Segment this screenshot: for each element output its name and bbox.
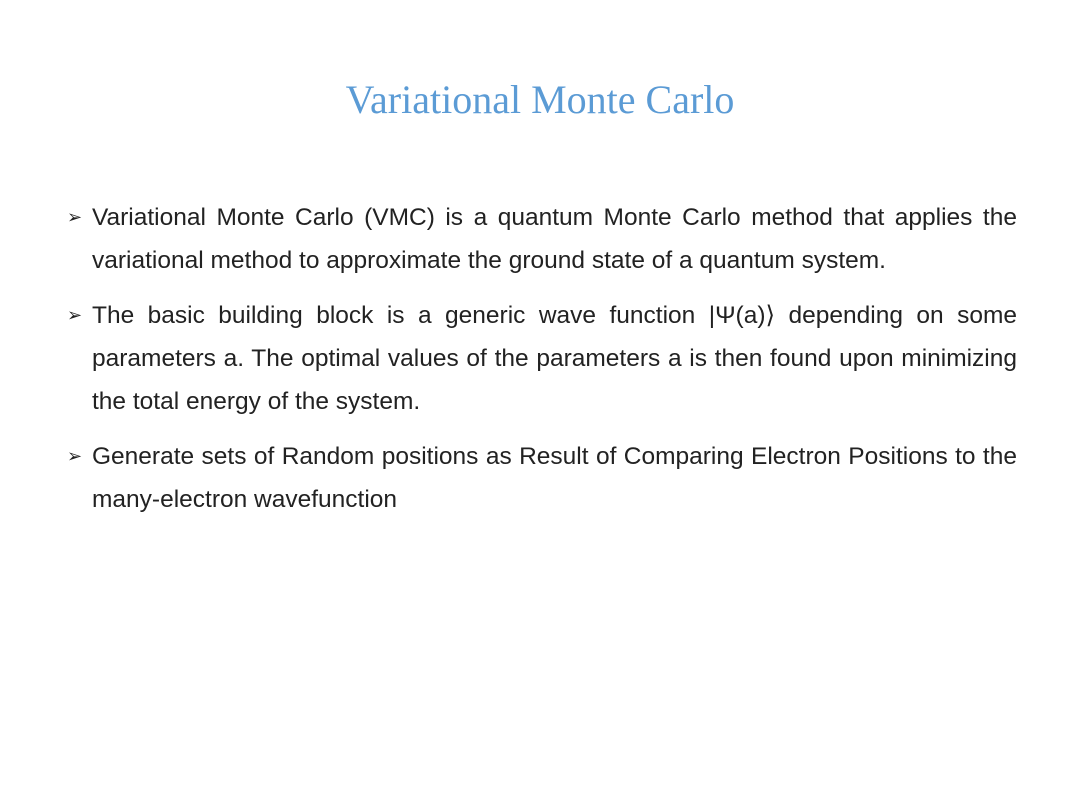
arrow-bullet-icon: ➢: [67, 305, 83, 326]
arrow-bullet-icon: ➢: [67, 446, 83, 467]
bullet-item: [67, 435, 1017, 521]
bullet-item: [67, 294, 1017, 423]
bullet-item: [67, 196, 1017, 282]
bullet-list: [67, 196, 1017, 533]
arrow-bullet-icon: ➢: [67, 207, 83, 228]
slide-title: Variational Monte Carlo: [345, 77, 735, 122]
bullet-text: Variational Monte Carlo (VMC) is a quantum Monte Carlo method that applies the variational method to approximate the ground state of a quantum system.: [92, 204, 1017, 274]
bullet-text: Generate sets of Random positions as Result of Comparing Electron Positions to the many-electron wavefunction: [92, 443, 1017, 513]
bullet-text: The basic building block is a generic wave function |Ψ(a)⟩ depending on some parameters a. The optimal values of the parameters a is then found upon minimizing the total energy of the system.: [92, 302, 1017, 415]
